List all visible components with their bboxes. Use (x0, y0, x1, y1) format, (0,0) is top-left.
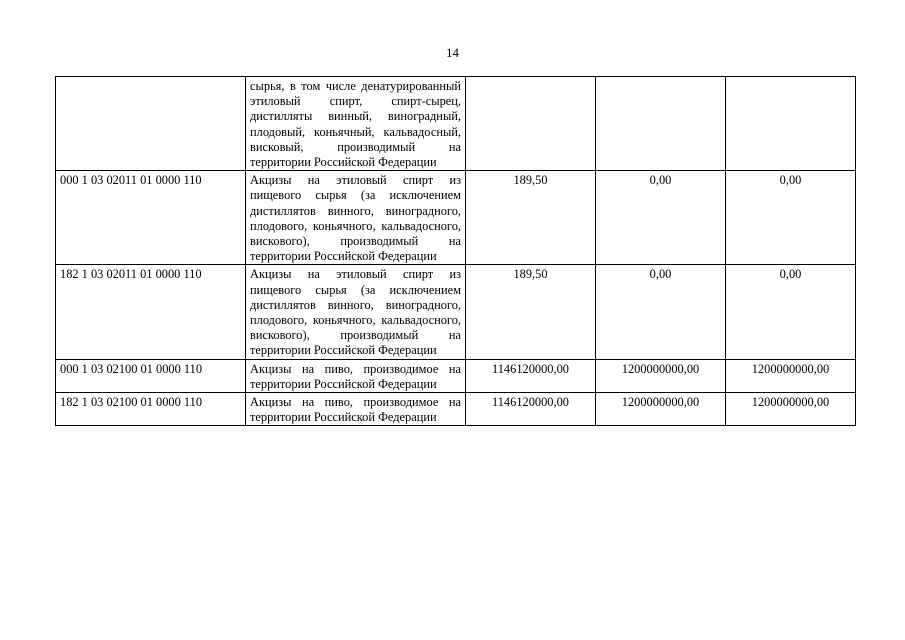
income-name-text: Акцизы на этиловый спирт из пищевого сырья (за исключением дистиллятов винного, виноградного, плодового, коньячного, кальвадосного, вискового), производимый на территории Российской Федерации (250, 267, 461, 358)
amount-year3-cell: 1200000000,00 (726, 393, 856, 426)
table-row (56, 393, 856, 426)
income-name-cell (246, 171, 466, 265)
income-name-cell (246, 265, 466, 359)
amount-year2-cell: 1200000000,00 (596, 393, 726, 426)
amount-year3-cell: 1200000000,00 (726, 359, 856, 392)
table-row (56, 77, 856, 171)
budget-table (55, 76, 856, 426)
table-row (56, 171, 856, 265)
amount-year3-cell (726, 77, 856, 171)
amount-year1-cell: 1146120000,00 (466, 393, 596, 426)
amount-year1-cell (466, 77, 596, 171)
budget-code-cell: 000 1 03 02011 01 0000 110 (56, 171, 246, 265)
budget-code-cell: 182 1 03 02011 01 0000 110 (56, 265, 246, 359)
income-name-cell (246, 77, 466, 171)
income-name-text: Акцизы на пиво, производимое на территории Российской Федерации (250, 361, 461, 391)
amount-year1-cell: 1146120000,00 (466, 359, 596, 392)
table-row (56, 265, 856, 359)
income-name-cell (246, 359, 466, 392)
budget-code-cell: 000 1 03 02100 01 0000 110 (56, 359, 246, 392)
income-name-cell (246, 393, 466, 426)
income-name-text: сырья, в том числе денатурированный этиловый спирт, спирт-сырец, дистилляты винный, виноградный, плодовый, коньячный, кальвадосный, висковый, производимый на территории Российской Федерации (250, 79, 461, 170)
table-row (56, 359, 856, 392)
amount-year2-cell: 0,00 (596, 265, 726, 359)
income-name-text: Акцизы на пиво, производимое на территории Российской Федерации (250, 395, 461, 425)
page-number: 14 (446, 45, 459, 60)
amount-year3-cell: 0,00 (726, 265, 856, 359)
amount-year1-cell: 189,50 (466, 171, 596, 265)
amount-year2-cell (596, 77, 726, 171)
budget-code-cell (56, 77, 246, 171)
amount-year3-cell: 0,00 (726, 171, 856, 265)
budget-code-cell: 182 1 03 02100 01 0000 110 (56, 393, 246, 426)
amount-year2-cell: 1200000000,00 (596, 359, 726, 392)
amount-year2-cell: 0,00 (596, 171, 726, 265)
amount-year1-cell: 189,50 (466, 265, 596, 359)
income-name-text: Акцизы на этиловый спирт из пищевого сырья (за исключением дистиллятов винного, виноградного, плодового, коньячного, кальвадосного, вискового), производимый на территории Российской Федерации (250, 173, 461, 264)
